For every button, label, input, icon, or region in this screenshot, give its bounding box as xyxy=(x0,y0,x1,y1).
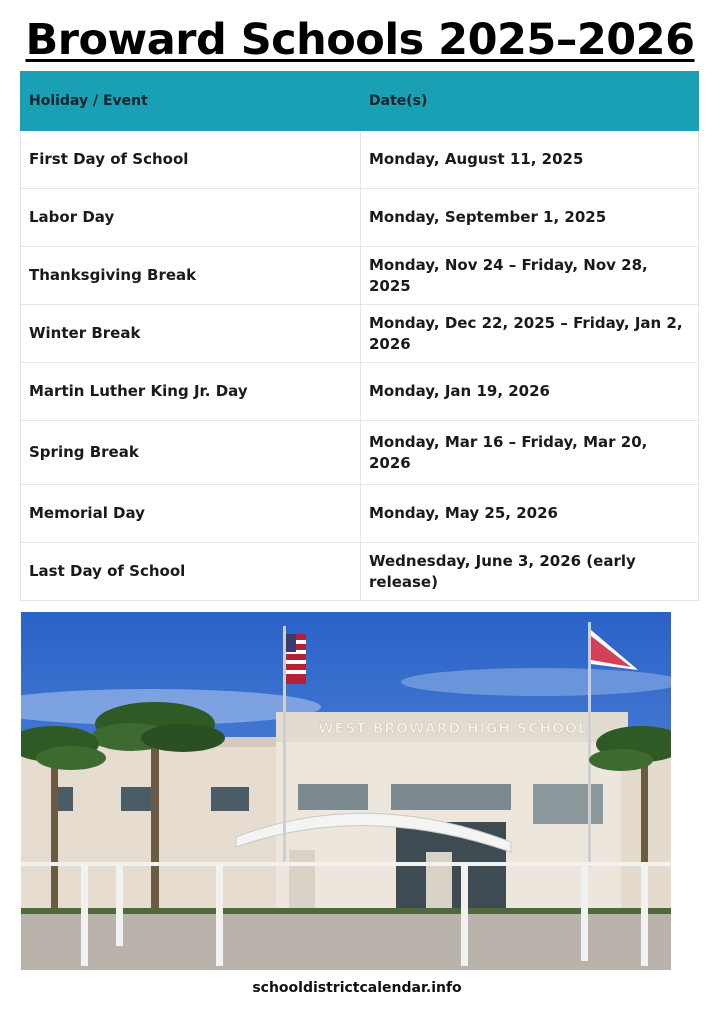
table-row xyxy=(21,543,699,601)
school-sign: WEST BROWARD HIGH SCHOOL xyxy=(318,721,588,737)
event-cell: Thanksgiving Break xyxy=(21,247,361,305)
dates-cell: Monday, Nov 24 – Friday, Nov 28, 2025 xyxy=(361,247,699,305)
school-photo xyxy=(21,612,671,970)
fence-post xyxy=(461,866,468,966)
dates-cell: Monday, Jan 19, 2026 xyxy=(361,363,699,421)
event-cell: Spring Break xyxy=(21,421,361,485)
fence-post xyxy=(81,866,88,966)
grille xyxy=(391,784,511,810)
table-row xyxy=(21,421,699,485)
event-cell: Winter Break xyxy=(21,305,361,363)
dates-cell: Monday, August 11, 2025 xyxy=(361,131,699,189)
pillar xyxy=(289,850,315,918)
dates-cell: Monday, Mar 16 – Friday, Mar 20, 2026 xyxy=(361,421,699,485)
fence-post xyxy=(641,866,648,966)
fence-post xyxy=(216,866,223,966)
usa-flag xyxy=(286,634,306,684)
page-title: Broward Schools 2025–2026 xyxy=(25,15,695,65)
window xyxy=(211,787,249,811)
column-header-event: Holiday / Event xyxy=(21,72,361,131)
cloud xyxy=(401,668,671,696)
event-cell: Memorial Day xyxy=(21,485,361,543)
fence-post xyxy=(116,866,123,946)
table-row xyxy=(21,363,699,421)
table-row xyxy=(21,485,699,543)
event-cell: First Day of School xyxy=(21,131,361,189)
event-cell: Last Day of School xyxy=(21,543,361,601)
fence-post xyxy=(581,866,588,961)
dates-cell: Monday, Dec 22, 2025 – Friday, Jan 2, 2026 xyxy=(361,305,699,363)
table-row xyxy=(21,131,699,189)
table-row xyxy=(21,247,699,305)
dates-cell: Wednesday, June 3, 2026 (early release) xyxy=(361,543,699,601)
event-cell: Labor Day xyxy=(21,189,361,247)
fence-rail xyxy=(21,862,671,866)
flagpole-left xyxy=(283,626,286,866)
event-cell: Martin Luther King Jr. Day xyxy=(21,363,361,421)
table-row xyxy=(21,305,699,363)
table-header-row xyxy=(21,72,699,131)
source-url: schooldistrictcalendar.info xyxy=(252,980,462,996)
dates-cell: Monday, May 25, 2026 xyxy=(361,485,699,543)
flagpole-right xyxy=(588,622,591,867)
dates-cell: Monday, September 1, 2025 xyxy=(361,189,699,247)
holiday-table xyxy=(20,71,699,601)
table-row xyxy=(21,189,699,247)
column-header-dates: Date(s) xyxy=(361,72,699,131)
school-building-illustration xyxy=(21,612,671,970)
grille xyxy=(298,784,368,810)
window xyxy=(121,787,151,811)
grille xyxy=(533,784,603,824)
